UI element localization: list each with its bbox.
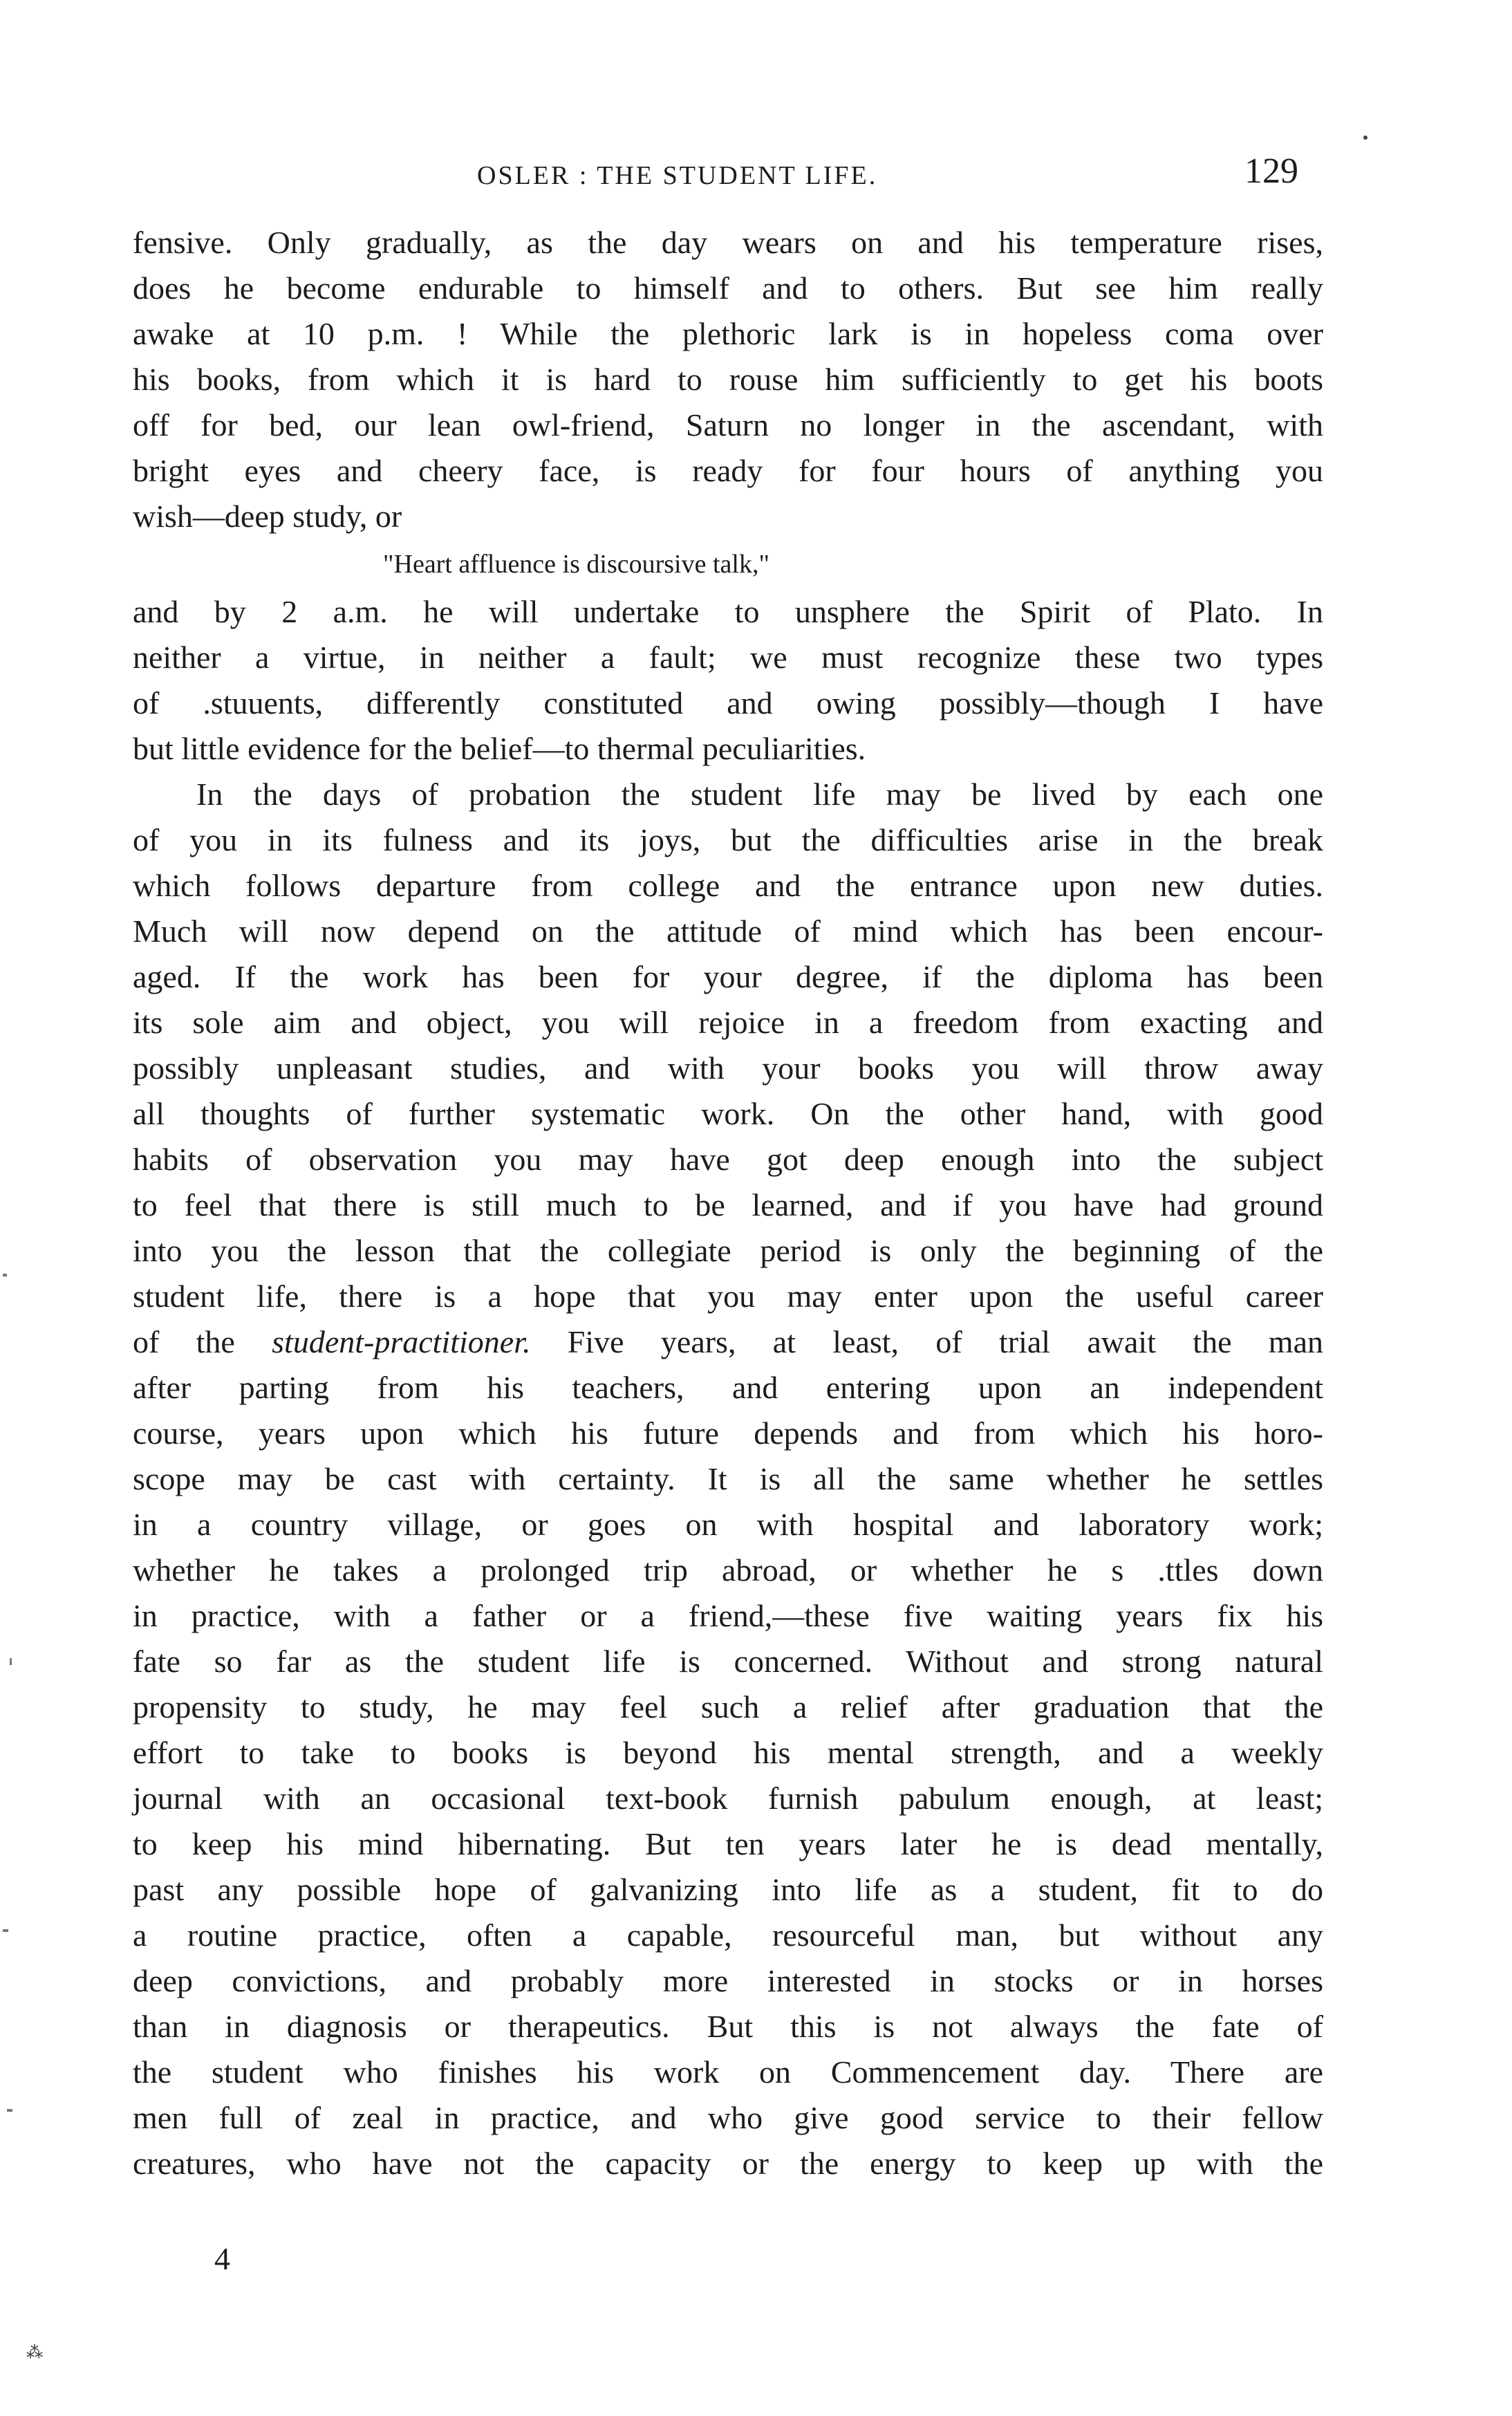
text-line: whether he takes a prolonged trip abroad, or whether he s .ttles down — [133, 1552, 1323, 1588]
text-line: in a country village, or goes on with hospital and laboratory work; — [133, 1507, 1323, 1542]
text-line: the student who finishes his work on Commencement day. There are — [133, 2054, 1323, 2090]
margin-tick — [3, 1274, 7, 1276]
text-line: men full of zeal in practice, and who give good service to their fellow — [133, 2100, 1323, 2135]
text-line: fate so far as the student life is concerned. Without and strong natural — [133, 1644, 1323, 1679]
text-line: and by 2 a.m. he will undertake to unsphere the Spirit of Plato. In — [133, 594, 1323, 629]
italic-line-suffix: Five years, at least, of trial await the man — [530, 1324, 1324, 1359]
text-line: creatures, who have not the capacity or the energy to keep up with the — [133, 2146, 1323, 2181]
text-line: bright eyes and cheery face, is ready for four hours of anything you — [133, 453, 1323, 488]
text-line: neither a virtue, in neither a fault; we must recognize these two types — [133, 640, 1323, 675]
text-line: after parting from his teachers, and entering upon an independent — [133, 1370, 1323, 1405]
text-line: awake at 10 p.m. ! While the plethoric lark is in hopeless coma over — [133, 316, 1323, 351]
text-line: habits of observation you may have got deep enough into the subject — [133, 1142, 1323, 1177]
text-line: course, years upon which his future depends and from which his horo- — [133, 1415, 1323, 1451]
text-line: off for bed, our lean owl-friend, Saturn no longer in the ascendant, with — [133, 407, 1323, 443]
block-quote: "Heart affluence is discoursive talk," — [383, 550, 769, 579]
text-line-with-italic — [133, 1319, 1323, 1365]
text-line: of you in its fulness and its joys, but the difficulties arise in the break — [133, 822, 1323, 857]
text-line: in practice, with a father or a friend,—these five waiting years fix his — [133, 1598, 1323, 1633]
text-line: scope may be cast with certainty. It is all the same whether he settles — [133, 1461, 1323, 1496]
running-head: OSLER : THE STUDENT LIFE. — [477, 161, 878, 190]
body-text — [133, 220, 1323, 2186]
text-line: than in diagnosis or therapeutics. But this is not always the fate of — [133, 2009, 1323, 2044]
text-line: all thoughts of further systematic work. On the other hand, with good — [133, 1096, 1323, 1131]
text-line: Much will now depend on the attitude of mind which has been encour- — [133, 913, 1323, 949]
ink-speck — [1363, 136, 1368, 140]
text-line: but little evidence for the belief—to thermal peculiarities. — [133, 731, 866, 766]
margin-tick — [3, 1929, 8, 1932]
paragraph-first-line: In the days of probation the student life may be lived by each one — [196, 777, 1323, 812]
signature-mark: 4 — [214, 2241, 230, 2276]
text-line: past any possible hope of galvanizing into life as a student, fit to do — [133, 1872, 1323, 1907]
ornament-icon: ⁂ — [26, 2344, 43, 2362]
text-line: aged. If the work has been for your degree, if the diploma has been — [133, 959, 1323, 994]
margin-tick — [7, 2109, 12, 2112]
text-line: which follows departure from college and the entrance upon new duties. — [133, 868, 1323, 903]
text-line: his books, from which it is hard to rouse him sufficiently to get his boots — [133, 362, 1323, 397]
text-line: fensive. Only gradually, as the day wears on and his temperature rises, — [133, 225, 1323, 260]
text-line: its sole aim and object, you will rejoice in a freedom from exacting and — [133, 1005, 1323, 1040]
text-line: possibly unpleasant studies, and with your books you will throw away — [133, 1050, 1323, 1086]
text-line: into you the lesson that the collegiate period is only the beginning of the — [133, 1233, 1323, 1268]
italic-term: student-practitioner. — [272, 1324, 531, 1359]
italic-line-prefix: of the — [133, 1324, 272, 1359]
text-line: a routine practice, often a capable, resourceful man, but without any — [133, 1917, 1323, 1953]
text-line: does he become endurable to himself and to others. But see him really — [133, 270, 1323, 306]
text-line: propensity to study, he may feel such a relief after graduation that the — [133, 1689, 1323, 1725]
text-line: deep convictions, and probably more interested in stocks or in horses — [133, 1963, 1323, 1998]
text-line: journal with an occasional text-book furnish pabulum enough, at least; — [133, 1781, 1323, 1816]
text-line: to keep his mind hibernating. But ten years later he is dead mentally, — [133, 1826, 1323, 1861]
text-line: student life, there is a hope that you may enter upon the useful career — [133, 1279, 1323, 1314]
text-line: wish—deep study, or — [133, 499, 402, 534]
text-line: effort to take to books is beyond his mental strength, and a weekly — [133, 1735, 1323, 1770]
page-number: 129 — [1244, 151, 1298, 191]
margin-tick — [10, 1658, 12, 1665]
text-line: of .stuuents, differently constituted and owing possibly—though I have — [133, 685, 1323, 721]
text-line: to feel that there is still much to be learned, and if you have had ground — [133, 1187, 1323, 1223]
